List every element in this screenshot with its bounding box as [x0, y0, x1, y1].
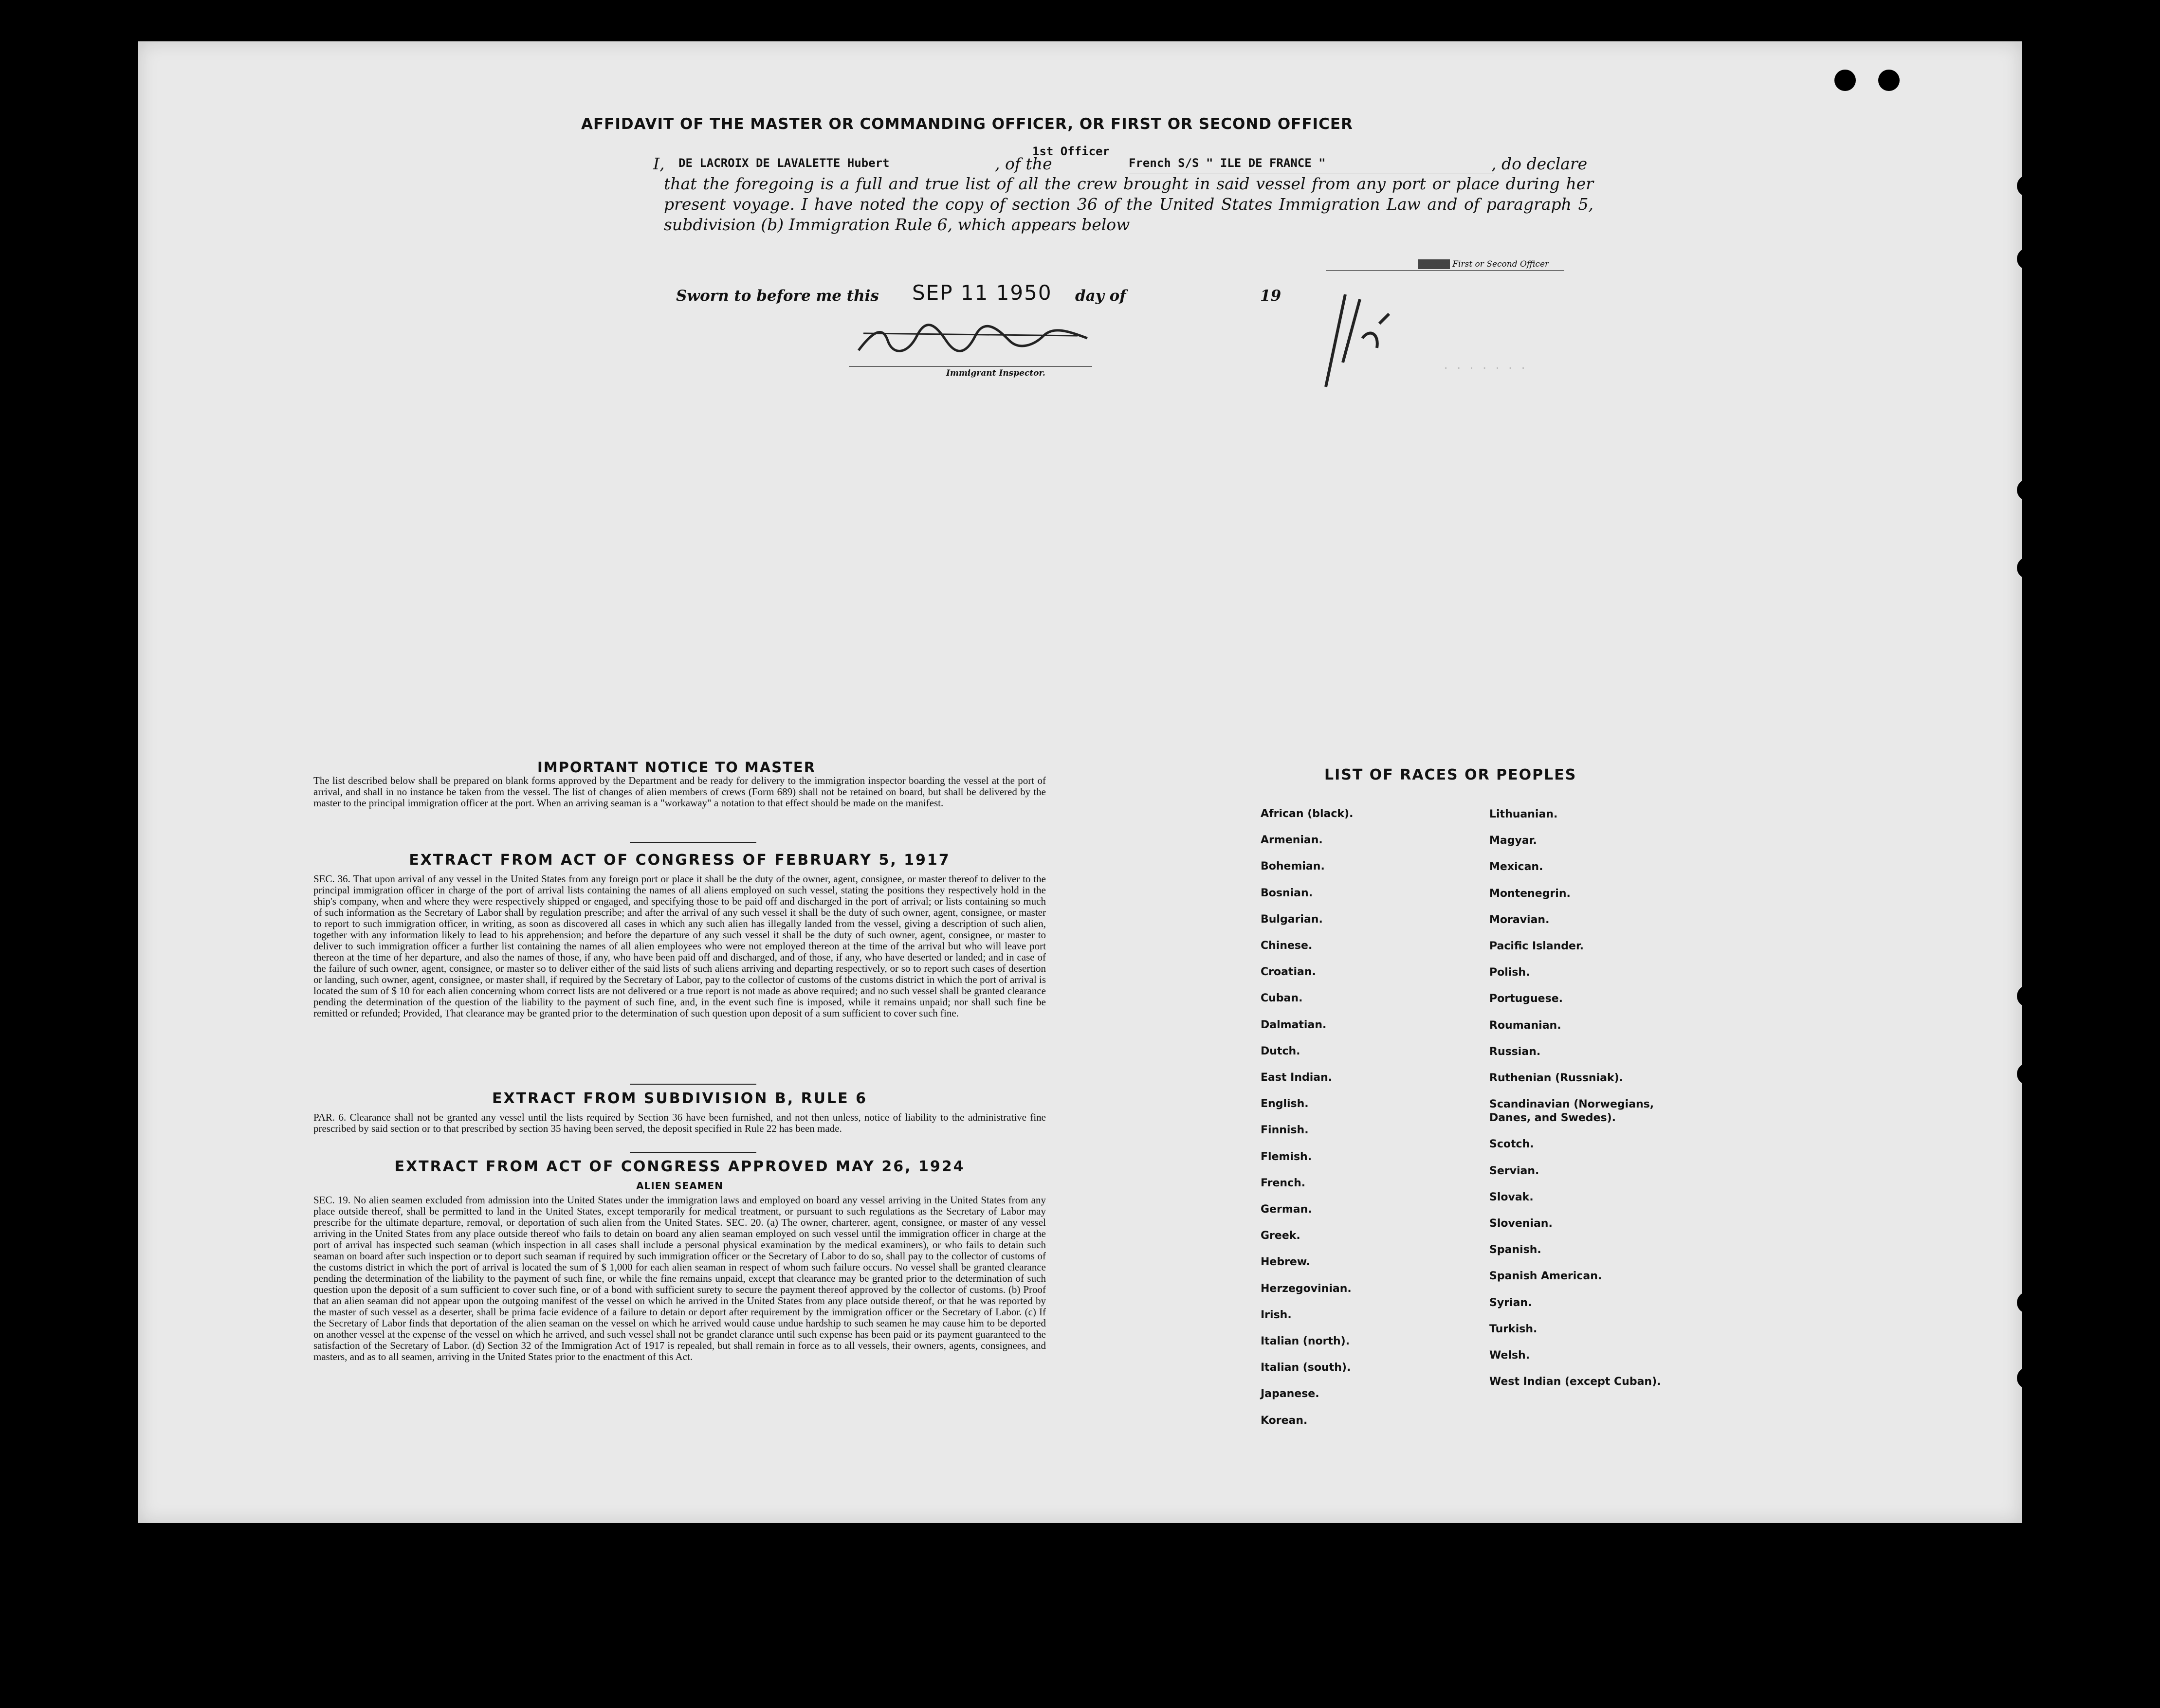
punch-hole — [2017, 1063, 2038, 1085]
race-item: Japanese. — [1261, 1388, 1319, 1400]
race-item: Welsh. — [1489, 1349, 1530, 1362]
date-stamp: SEP 11 1950 — [912, 281, 1052, 305]
divider — [630, 1152, 756, 1153]
divider — [630, 842, 756, 843]
vessel-name: French S/S " ILE DE FRANCE " — [1129, 156, 1326, 170]
affidavit-body: that the foregoing is a full and true list of all the crew brought in said vessel from any port or place during her present voyage. I have noted the copy of section 36 of the United States Immigration Law and of paragraph 5, subdivision (b) Immigration Rule 6, which appears below — [664, 174, 1593, 234]
race-item: Magyar. — [1489, 835, 1537, 847]
race-item: Finnish. — [1261, 1124, 1309, 1137]
race-item: German. — [1261, 1203, 1312, 1216]
officer-struck-text: Master, — [1418, 259, 1450, 269]
notice-text: The list described below shall be prepared on blank forms approved by the Department and be ready for delivery to the immigration inspector boarding the vessel at the port of arrival, and shall in no instance be taken from the vessel. The list of changes of alien members of crews (Form 689) shall not be retained on board, but shall be delivered by the master to the principal immigration officer at the port. When an arriving seaman is a "workaway" a notation to that effect should be made on the manifest. — [313, 775, 1046, 809]
race-item: Ruthenian (Russniak). — [1489, 1072, 1624, 1084]
race-item: Irish. — [1261, 1308, 1292, 1321]
race-item: Servian. — [1489, 1164, 1539, 1177]
officer-caption — [1418, 259, 1549, 269]
race-item: Lithuanian. — [1489, 808, 1558, 820]
extract-1917-title: EXTRACT FROM ACT OF CONGRESS OF FEBRUARY 5, 1917 — [409, 852, 951, 869]
race-item: Croatian. — [1261, 966, 1316, 979]
race-item: Herzegovinian. — [1261, 1282, 1352, 1295]
declarant-name: DE LACROIX DE LAVALETTE Hubert — [678, 156, 890, 170]
do-declare-text: , do declare — [1491, 154, 1588, 173]
extract-1924-subtitle: ALIEN SEAMEN — [636, 1180, 723, 1192]
punch-hole — [2017, 479, 2038, 501]
race-item: Scotch. — [1489, 1138, 1534, 1151]
race-item: Bosnian. — [1261, 887, 1313, 899]
race-item: Spanish American. — [1489, 1270, 1602, 1283]
race-item: Korean. — [1261, 1414, 1308, 1427]
of-the-text: , of the — [995, 154, 1052, 173]
punch-hole — [2017, 175, 2038, 197]
extract-1924-text: SEC. 19. No alien seamen excluded from admission into the United States under the immigration laws and employed on board any vessel arriving in the United States from any place outside thereof, shall be permitted to land in the United States, except temporarily for medical treatment, or pursuant to such regulations as the Secretary of Labor may prescribe for the ultimate departure, removal, or deportation of such alien from the United States. SEC. 20. (a) The owner, charterer, agent, consignee, or master of any vessel arriving in the United States from any place outside thereof who fails to detain on board any alien seaman employed on such vessel until the immigration officer in charge at the port of arrival has inspected such seaman (which inspection in all cases shall include a personal physical examination by the medical examiners), or who fails to detain such seaman on board after such inspection or to deport such seaman if required by such immigration officer or the Secretary of Labor to do so, shall pay to the collector of customs of the customs district in which the port of arrival is located the sum of $ 1,000 for each alien seaman in respect of whom such failure occurs. No vessel shall be granted clearance pending the determination of the liability to the payment of such fine, or while the fine remains unpaid, except that clearance may be granted prior to the determination of such question upon the deposit of a sum sufficient to cover such fine, or of a bond with sufficient surety to secure the payment thereof approved by the collector of customs. (b) Proof that an alien seaman did not appear upon the outgoing manifest of the vessel on which he arrived in the United States from any place outside thereof, or that he was reported by the master of such vessel as a deserter, shall be prima facie evidence of a failure to detain or deport after requirement by the immigration officer or the Secretary of Labor. (c) If the Secretary of Labor finds that deportation of the alien seaman on the vessel on which he arrived would cause undue hardship to such seamen he may cause him to be deported on another vessel at the expense of the vessel on which he arrived, and such vessel shall not be grandet clarance until such expense has been paid or its payment guaranteed to the satisfaction of the Secretary of Labor. (d) Section 32 of the Immigration Act of 1917 is repealed, but shall remain in force as to all vessels, their owners, agents, consignees, and masters, and as to all seamen, arriving in the United States prior to the enactment of this Act. — [313, 1194, 1046, 1363]
inspector-caption: Immigrant Inspector. — [946, 368, 1045, 378]
sworn-text: Sworn to before me this — [676, 287, 879, 305]
race-item: Moravian. — [1489, 913, 1550, 926]
race-item: Bohemian. — [1261, 860, 1325, 873]
race-item: Scandinavian (Norwegians, Danes, and Swedes). — [1489, 1098, 1654, 1125]
race-item: Slovenian. — [1489, 1217, 1553, 1230]
extract-rule6-title: EXTRACT FROM SUBDIVISION B, RULE 6 — [492, 1090, 867, 1107]
race-item: Turkish. — [1489, 1323, 1538, 1335]
punch-hole — [1834, 70, 1856, 91]
punch-hole — [2017, 248, 2038, 270]
day-of-text: day of — [1075, 287, 1126, 305]
manifest-page: · · · · · · · AFFIDAVIT OF THE MASTER OR COMMANDING OFFICER, OR FIRST OR SECOND OFFICER I, DE LACROIX DE LAVALETTE Hubert 1st Officer , of the French S/S " ILE DE FRANCE " , do declare that the foregoing is a full and true list of all the crew brought in said vessel from any port or place during her present voyage. I have noted the copy of section 36 of the United States Immigration Law and of paragraph 5, subdivision (b) Immigration Rule 6, which appears below Master, First or Second Officer Sworn to before me this SEP 11 1950 day of 19 Immigrant Inspector. IMPORTANT NOTICE TO MASTER The list described below shall be prepared on blank forms approved by the Department and be ready for delivery to the immigration inspector boarding the vessel at the port of arrival, and shall in no instance be taken from the vessel. The list of changes of alien members of crews (Form 689) shall not be retained on board, but shall be delivered by the master to the principal immigration officer at the port. When an arriving seaman is a "workaway" a notation to that effect should be made on the manifest. EXTRACT FROM ACT OF CONGRESS OF FEBRUARY 5, 1917 SEC. 36. That upon arrival of any vessel in the United States from any foreign port or place it shall be the duty of the owner, agent, consignee, or master thereof to deliver to the principal immigration officer in charge of the port of arrival lists containing the names of all aliens employed on such vessel, stating the positions they respectively hold in the ship's company, when and where they were respectively shipped or engaged, and specifying those to be paid off and discharged in the port of arrival; or lists containing so much of such information as the Secretary of Labor shall by regulation prescribe; and after the arrival of any such vessel it shall be the duty of such owner, agent, consignee, or master to report to such immigration officer, in writing, as soon as discovered all cases in which any such alien has illegally landed from the vessel, giving a description of such alien, together with any information likely to lead to his apprehension; and before the departure of any such vessel it shall be the duty of such owner, agent, consignee, or master to deliver to such immigration officer a further list containing the names of all alien employees who were not employed thereon at the time of the arrival but who will leave port thereon at the time of her departure, and also the names of those, if any, who have been paid off and discharged, and of those, if any, who have deserted or landed; and in case of the failure of such owner, agent, consignee, or master so to deliver either of the said lists of such aliens arriving and departing respectively, or so to report such cases of desertion or landing, such owner, agent, consignee, or master shall, if required by the Secretary of Labor, pay to the collector of customs of the customs district in which the port of arrival is located the sum of $ 10 for each alien concerning whom correct lists are not delivered or a true report is not made as above required; and no such vessel shall be granted clearance pending the determination of the question of the liability to the payment of such fine, and, in the event such fine is imposed, while it remains unpaid; nor shall such fine be remitted or refunded; Provided, That clearance may be granted prior to the determination of such question upon deposit of a sum sufficient to cover such fine. EXTRACT FROM SUBDIVISION B, RULE 6 PAR. 6. Clearance shall not be granted any vessel until the lists required by Section 36 have been furnished, and not then unless, notice of liability to the administrative fine prescribed by said section or to that prescribed by section 35 having been served, the deposit specified in Rule 22 has been made. EXTRACT FROM ACT OF CONGRESS APPROVED MAY 26, 1924 ALIEN SEAMEN SEC. 19. No alien seamen excluded from admission into the United States under the immigration laws and employed on board any vessel arriving in the United States from any place outside thereof, shall be permitted to land in the United States, except temporarily for medical treatment, or pursuant to such regulations as the Secretary of Labor may prescribe for the ultimate departure, removal, or deportation of such alien from the United States. SEC. 20. (a) The owner, charterer, agent, consignee, or master of any vessel arriving in the United States from any place outside thereof who fails to detain on board any alien seaman employed on such vessel until the immigration officer in charge at the port of arrival has inspected such seaman (which inspection in all cases shall include a personal physical examination by the medical examiners), or who fails to detain such seaman on board after such inspection or to deport such seaman if required by such immigration officer or the Secretary of Labor to do so, shall pay to the collector of customs of the customs district in which the port of arrival is located the sum of $ 1,000 for each alien seaman in respect of whom such failure occurs. No vessel shall be granted clearance pending the determination of the liability to the payment of such fine, or while the fine remains unpaid, except that clearance may be granted prior to the determination of such question upon the deposit of a sum sufficient to cover such fine, or of a bond with sufficient surety to secure the payment thereof approved by the collector of customs. (b) Proof that an alien seaman did not appear upon the outgoing manifest of the vessel on which he arrived in the United States from any place outside thereof, or that he was reported by the master of such vessel as a deserter, shall be prima facie evidence of a failure to detain or deport after requirement by the immigration officer or the Secretary of Labor. (c) If the Secretary of Labor finds that deportation of the alien seaman on the vessel on which he arrived would cause undue hardship to such seamen he may cause him to be deported on another vessel at the expense of the vessel on which he arrived, and such vessel shall not be grandet clarance until such expense has been paid or its payment guaranteed to the satisfaction of the Secretary of Labor. (d) Section 32 of the Immigration Act of 1917 is repealed, but shall remain in force as to all vessels, their owners, agents, consignees, and masters, and as to all seamen, arriving in the United States prior to the enactment of this Act. LIST OF RACES OR PEOPLES African (black). Armenian. Bohemian. Bosnian. Bulgarian. Chinese. Croatian. Cuban. Dalmatian. Dutch. East Indian. English. Finnish. Flemish. French. German. Greek. Hebrew. Herzegovinian. Irish. Italian (north). Italian (south). Japanese. Korean. Lithuanian. Magyar. Mexican. Montenegrin. Moravian. Pacific Islander. Polish. Portuguese. Roumanian. Russian. Ruthenian (Russniak). Scandinavian (Norwegians, Danes, and Swedes). Scotch. Servian. Slovak. Slovenian. Spanish. Spanish American. Syrian. Turkish. Welsh. West Indian (except Cuban). — [138, 41, 2022, 1523]
affidavit-title: AFFIDAVIT OF THE MASTER OR COMMANDING OFFICER, OR FIRST OR SECOND OFFICER — [581, 115, 1353, 133]
declarant-prefix: I, — [653, 154, 665, 173]
officer-caption-text: First or Second Officer — [1452, 259, 1549, 269]
race-item: Slovak. — [1489, 1191, 1534, 1203]
race-item: Russian. — [1489, 1045, 1541, 1058]
divider — [630, 1084, 756, 1085]
race-item: Armenian. — [1261, 834, 1323, 847]
race-item: Roumanian. — [1489, 1019, 1561, 1032]
race-item: Bulgarian. — [1261, 913, 1323, 926]
race-item: West Indian (except Cuban). — [1489, 1376, 1661, 1388]
notice-title: IMPORTANT NOTICE TO MASTER — [537, 759, 816, 776]
race-item: Greek. — [1261, 1230, 1300, 1242]
punch-hole — [2017, 1367, 2038, 1389]
race-item: Mexican. — [1489, 861, 1543, 873]
year-prefix: 19 — [1260, 287, 1281, 305]
officer-signature — [1316, 285, 1394, 397]
race-item: Spanish. — [1489, 1244, 1541, 1256]
race-item: Portuguese. — [1489, 993, 1563, 1005]
race-item: Flemish. — [1261, 1150, 1312, 1163]
race-item: Polish. — [1489, 966, 1530, 979]
race-item: Hebrew. — [1261, 1256, 1311, 1269]
extract-rule6-text: PAR. 6. Clearance shall not be granted any vessel until the lists required by Section 36 have been furnished, and not then unless, notice of liability to the administrative fine prescribed by said section or to that prescribed by section 35 having been served, the deposit specified in Rule 22 has been made. — [313, 1111, 1046, 1134]
officer-signature-line — [1326, 270, 1564, 271]
races-title: LIST OF RACES OR PEOPLES — [1324, 766, 1577, 783]
race-item: Italian (south). — [1261, 1362, 1351, 1374]
punch-hole — [2017, 985, 2038, 1007]
race-item: Montenegrin. — [1489, 887, 1571, 900]
extract-1924-title: EXTRACT FROM ACT OF CONGRESS APPROVED MAY 26, 1924 — [394, 1158, 965, 1175]
inspector-signature — [854, 307, 1097, 365]
race-item: Cuban. — [1261, 992, 1303, 1005]
race-item: Pacific Islander. — [1489, 940, 1584, 952]
punch-hole — [2017, 1292, 2038, 1313]
race-item: Italian (north). — [1261, 1335, 1350, 1347]
race-item: Syrian. — [1489, 1296, 1532, 1309]
race-item: Dalmatian. — [1261, 1018, 1327, 1031]
race-item: Dutch. — [1261, 1045, 1300, 1057]
race-item: French. — [1261, 1177, 1306, 1189]
race-item: Chinese. — [1261, 940, 1313, 952]
race-item: English. — [1261, 1098, 1309, 1110]
extract-1917-text: SEC. 36. That upon arrival of any vessel in the United States from any foreign port or place it shall be the duty of the owner, agent, consignee, or master thereof to deliver to the principal immigration officer in charge of the port of arrival lists containing the names of all aliens employed on such vessel, stating the positions they respectively hold in the ship's company, when and where they were respectively shipped or engaged, and specifying those to be paid off and discharged in the port of arrival; or lists containing so much of such information as the Secretary of Labor shall by regulation prescribe; and after the arrival of any such vessel it shall be the duty of such owner, agent, consignee, or master to report to such immigration officer, in writing, as soon as discovered all cases in which any such alien has illegally landed from the vessel, giving a description of such alien, together with any information likely to lead to his apprehension; and before the departure of any such vessel it shall be the duty of such owner, agent, consignee, or master to deliver to such immigration officer a further list containing the names of all alien employees who were not employed thereon at the time of the arrival but who will leave port thereon at the time of her departure, and also the names of those, if any, who have been paid off and discharged, and of those, if any, who have deserted or landed; and in case of the failure of such owner, agent, consignee, or master so to deliver either of the said lists of such aliens arriving and departing respectively, or so to report such cases of desertion or landing, such owner, agent, consignee, or master shall, if required by the Secretary of Labor, pay to the collector of customs of the customs district in which the port of arrival is located the sum of $ 10 for each alien concerning whom correct lists are not delivered or a true report is not made as above required; and no such vessel shall be granted clearance pending the determination of the question of the liability to the payment of such fine, and, in the event such fine is imposed, while it remains unpaid; nor shall such fine be remitted or refunded; Provided, That clearance may be granted prior to the determination of such question upon deposit of a sum sufficient to cover such fine. — [313, 873, 1046, 1019]
race-item: African (black). — [1261, 808, 1354, 820]
rank-above: 1st Officer — [1032, 145, 1110, 158]
punch-hole — [1878, 70, 1900, 91]
inspector-signature-line — [849, 366, 1092, 367]
race-item: East Indian. — [1261, 1072, 1333, 1084]
punch-hole — [2017, 557, 2038, 579]
